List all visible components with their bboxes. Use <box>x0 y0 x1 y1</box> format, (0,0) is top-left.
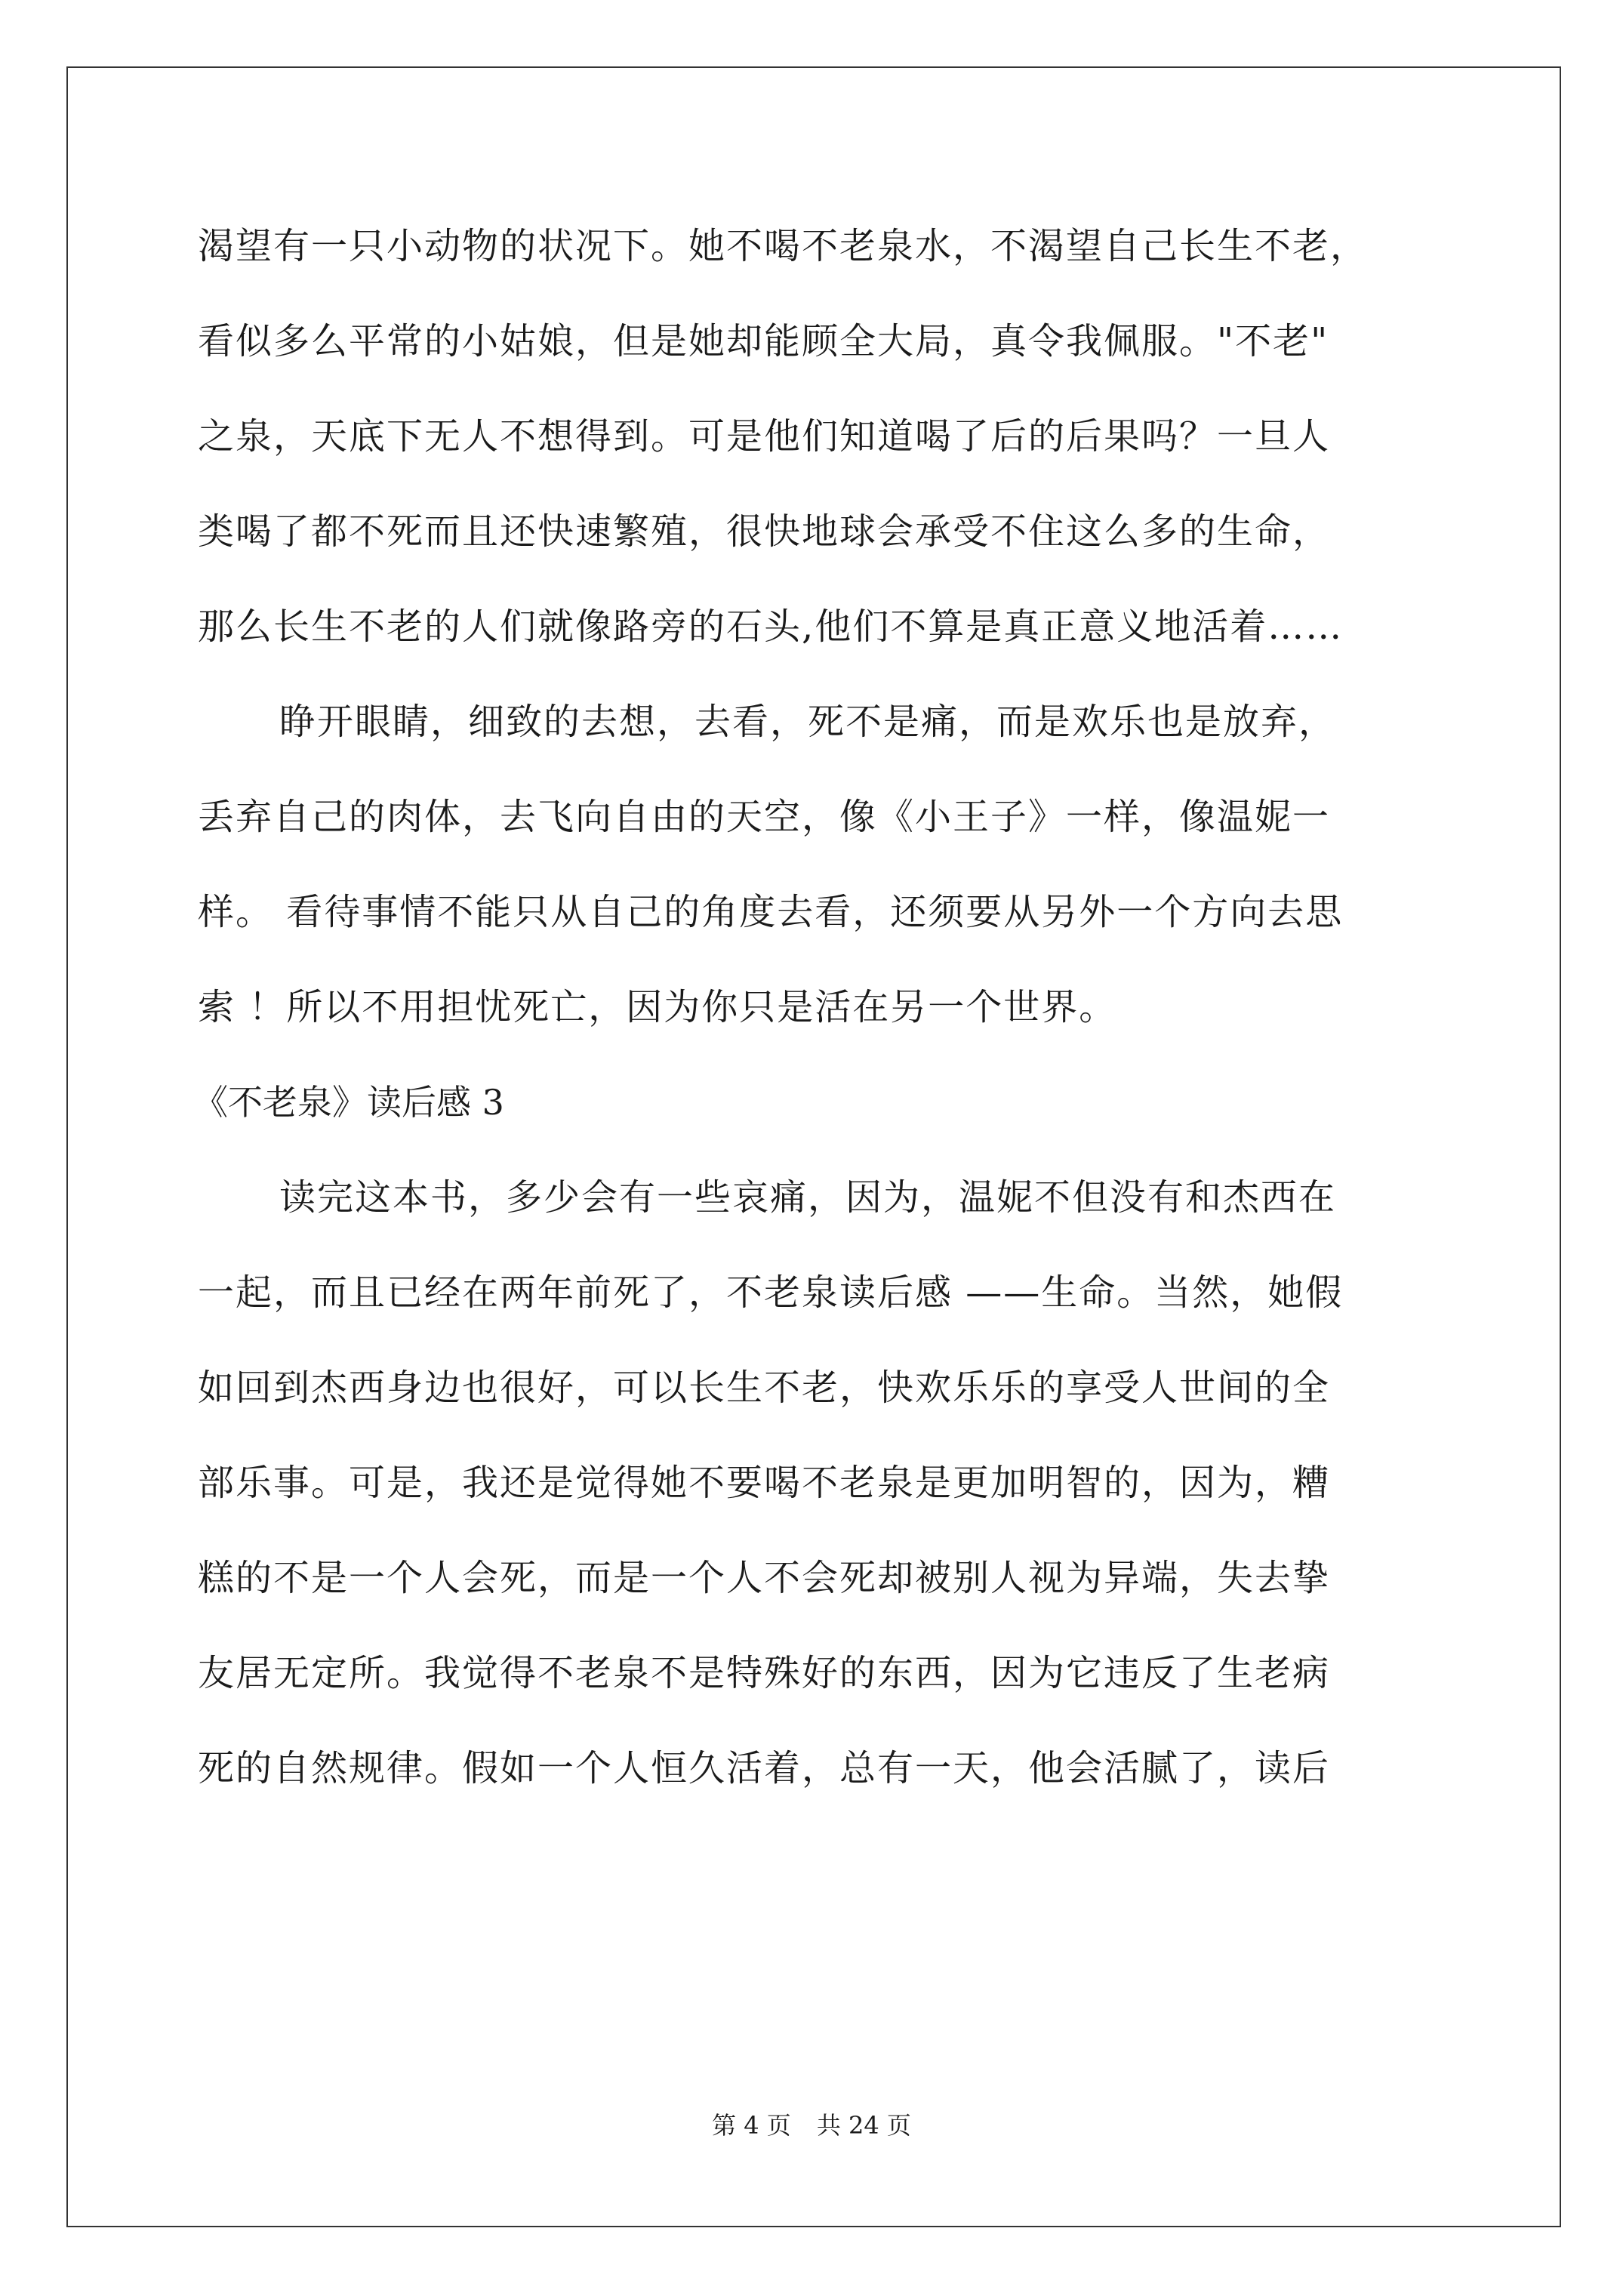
paragraph-start-line: 读完这本书，多少会有一些哀痛，因为，温妮不但没有和杰西在 <box>279 1176 1337 1219</box>
document-body <box>193 219 1443 1836</box>
section-heading: 《不老泉》读后感 3 <box>193 1082 504 1123</box>
text-line: 样。 看待事情不能只从自己的角度去看，还须要从另外一个方向去思 <box>198 891 1344 933</box>
text-line: 部乐事。可是，我还是觉得她不要喝不老泉是更加明智的，因为，糟 <box>198 1462 1331 1504</box>
text-line: 之泉，天底下无人不想得到。可是他们知道喝了后的后果吗？一旦人 <box>198 415 1331 458</box>
text-line: 丢弃自己的肉体，去飞向自由的天空，像《小王子》一样，像温妮一 <box>198 796 1331 838</box>
text-line: 渴望有一只小动物的状况下。她不喝不老泉水，不渴望自己长生不老， <box>198 225 1369 267</box>
page-number: 第 4 页 <box>712 2111 791 2140</box>
text-line: 如回到杰西身边也很好，可以长生不老，快欢乐乐的享受人世间的全 <box>198 1367 1331 1409</box>
text-line: 糕的不是一个人会死，而是一个人不会死却被别人视为异端，失去挚 <box>198 1557 1331 1599</box>
paragraph-start-line: 睁开眼睛，细致的去想，去看，死不是痛，而是欢乐也是放弃， <box>279 701 1337 743</box>
text-line: 类喝了都不死而且还快速繁殖，很快地球会承受不住这么多的生命， <box>198 510 1331 553</box>
text-line: 看似多么平常的小姑娘，但是她却能顾全大局，真令我佩服。"不老" <box>198 320 1329 362</box>
text-line: 一起，而且已经在两年前死了，不老泉读后感 ——生命。当然，她假 <box>198 1271 1344 1314</box>
text-line: 那么长生不老的人们就像路旁的石头,他们不算是真正意义地活着…… <box>198 606 1344 648</box>
text-line: 友居无定所。我觉得不老泉不是特殊好的东西，因为它违反了生老病 <box>198 1652 1331 1694</box>
text-line: 索 ！所以不用担忧死亡，因为你只是活在另一个世界。 <box>198 986 1117 1028</box>
page-total: 共 24 页 <box>816 2111 911 2140</box>
text-line: 死的自然规律。假如一个人恒久活着，总有一天，他会活腻了，读后 <box>198 1747 1331 1789</box>
page-footer <box>0 2106 1623 2141</box>
